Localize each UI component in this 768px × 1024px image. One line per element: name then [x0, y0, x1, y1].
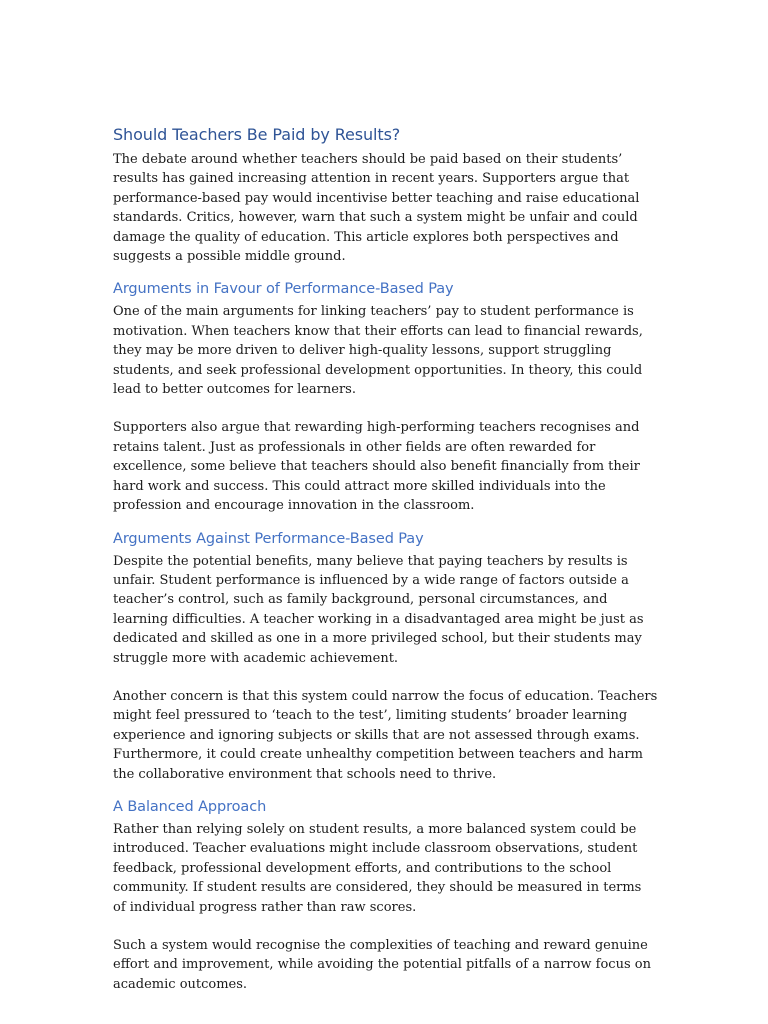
section-paragraph: Supporters also argue that rewarding high-performing teachers recognises and retains talent. Just as professionals in other fields are often rewarded for excellence, some believe that teachers should also benefit financially from their hard work and success. This could attract more skilled individuals into the profession and encourage innovation in the classroom.	[113, 420, 640, 514]
section-paragraph: Such a system would recognise the complexities of teaching and reward genuine effort and improvement, while avoiding the potential pitfalls of a narrow focus on academic outcomes.	[113, 938, 651, 992]
document-title: Should Teachers Be Paid by Results?	[113, 125, 401, 144]
section-heading-balanced-approach: A Balanced Approach	[113, 798, 267, 815]
section-heading-arguments-for: Arguments in Favour of Performance-Based Pay	[113, 281, 454, 298]
section-arguments-for	[113, 279, 658, 515]
intro-paragraph: The debate around whether teachers should be paid based on their students’ results has gained increasing attention in recent years. Supporters argue that performance-based pay would incentivise better teaching and raise educational standards. Critics, however, warn that such a system might be unfair and could damage the quality of education. This article explores both perspectives and suggests a possible middle ground.	[113, 152, 640, 265]
section-arguments-against	[113, 529, 658, 784]
section-paragraph: One of the main arguments for linking teachers’ pay to student performance is motivation. When teachers know that their efforts can lead to financial rewards, they may be more driven to deliver high-quality lessons, support struggling students, and seek professional development opportunities. In theory, this could lead to better outcomes for learners.	[113, 304, 643, 398]
section-heading-arguments-against: Arguments Against Performance-Based Pay	[113, 530, 424, 547]
section-balanced-approach	[113, 797, 658, 994]
section-paragraph: Rather than relying solely on student results, a more balanced system could be introduced. Teacher evaluations might include classroom observations, student feedback, professional development efforts, and contributions to the school community. If student results are considered, they should be measured in terms of individual progress rather than raw scores.	[113, 821, 642, 915]
section-paragraph: Another concern is that this system could narrow the focus of education. Teachers might feel pressured to ‘teach to the test’, limiting students’ broader learning experience and ignoring subjects or skills that are not assessed through exams. Furthermore, it could create unhealthy competition between teachers and harm the collaborative environment that schools need to thrive.	[113, 688, 658, 782]
section-paragraph: Despite the potential benefits, many believe that paying teachers by results is unfair. Student performance is influenced by a wide range of factors outside a teacher’s control, such as family background, personal circumstances, and learning difficulties. A teacher working in a disadvantaged area might be just as dedicated and skilled as one in a more privileged school, but their students may struggle more with academic achievement.	[113, 553, 644, 666]
document-page	[113, 124, 658, 994]
